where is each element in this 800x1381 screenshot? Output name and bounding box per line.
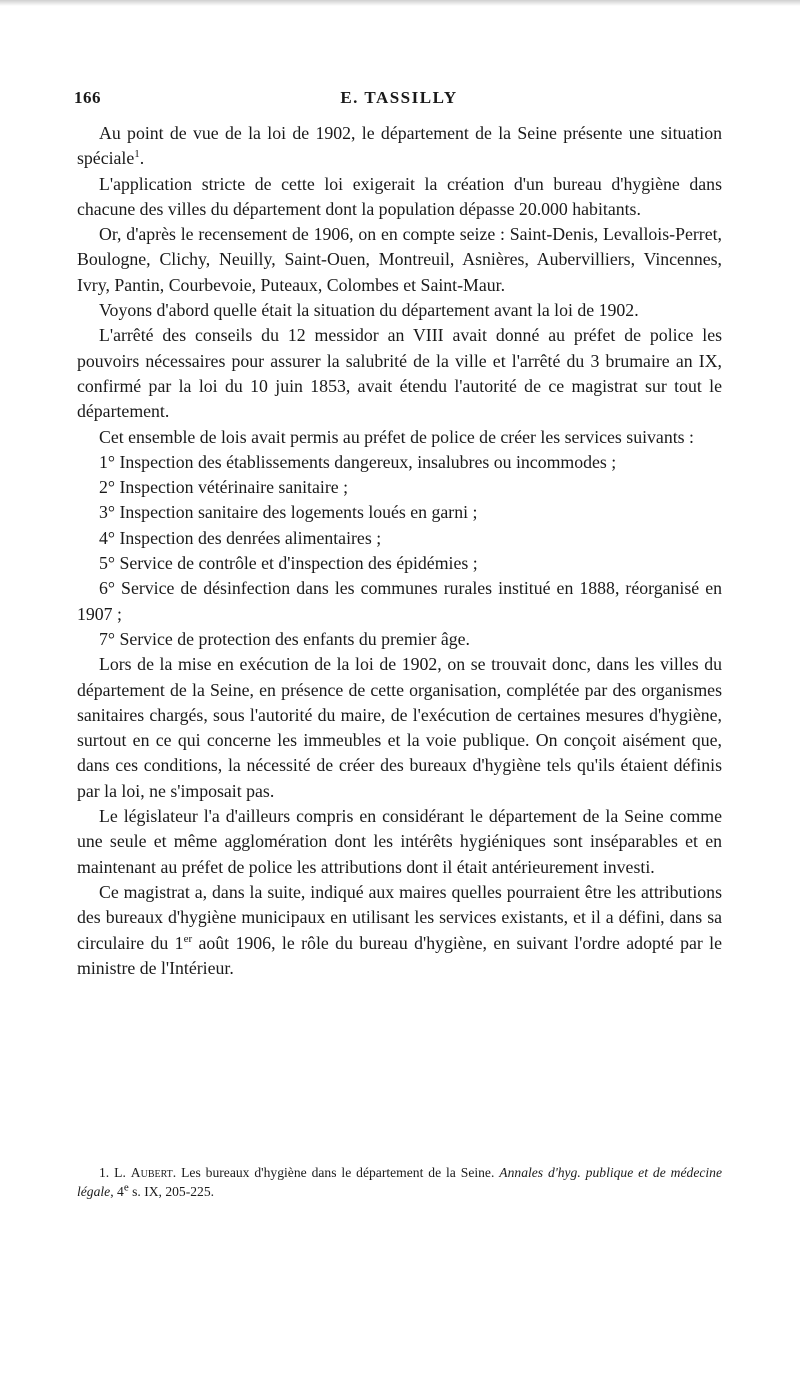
scan-edge — [0, 0, 800, 6]
list-item: 1° Inspection des établissements dangereux, insalubres ou incommodes ; — [99, 451, 617, 472]
paragraph-5: L'arrêté des conseils du 12 messidor an VIII avait donné au préfet de police les pouvoirs nécessaires pour assurer la salubrité de la ville et l'arrêté du 3 brumaire an IX, confirmé par la loi du 10 juin 1853, avait étendu l'autorité de ce magistrat sur tout le département. — [77, 325, 722, 422]
paragraph-6: Cet ensemble de lois avait permis au préfet de police de créer les services suivants : — [99, 426, 694, 447]
footnote-author: Aubert — [130, 1165, 173, 1180]
footnote-ref[interactable]: 1 — [134, 148, 140, 161]
paragraph-9: Ce magistrat a, dans la suite, indiqué aux maires quelles pourraient être les attributions des bureaux d'hygiène municipaux en utilisant les services existants, et il a défini, dans sa circulaire du 1er août 1906, le rôle du bureau d'hygiène, en suivant l'ordre adopté par le ministre de l'Intérieur. — [77, 881, 722, 978]
list-item: 5° Service de contrôle et d'inspection des épidémies ; — [99, 553, 478, 574]
paragraph-1: Au point de vue de la loi de 1902, le département de la Seine présente une situation spéciale$^1$. — [77, 123, 722, 169]
page-header — [74, 88, 724, 110]
paragraph-3: Or, d'après le recensement de 1906, on en compte seize : Saint-Denis, Levallois-Perret, Boulogne, Clichy, Neuilly, Saint-Ouen, Montreuil, Asnières, Aubervilliers, Vincennes, Ivry, Pantin, Courbevoie, Puteaux, Colombes et Saint-Maur. — [77, 224, 722, 295]
page-number: 166 — [74, 88, 101, 107]
paragraph-4: Voyons d'abord quelle était la situation du département avant la loi de 1902. — [99, 300, 639, 321]
paragraph-8: Le législateur l'a d'ailleurs compris en considérant le département de la Seine comme une seule et même agglomération dont les intérêts hygiéniques sont inséparables et en maintenant au préfet de police les attributions dont il était antérieurement investi. — [77, 806, 722, 877]
list-item: 3° Inspection sanitaire des logements loués en garni ; — [99, 502, 478, 523]
list-item: 4° Inspection des denrées alimentaires ; — [99, 527, 382, 548]
footnote-journal: Annales d'hyg. publique et de médecine légale — [77, 1165, 722, 1199]
running-head: E. TASSILLY — [340, 88, 458, 107]
list-item: 6° Service de désinfection dans les communes rurales institué en 1888, réorganisé en 1907 ; — [77, 578, 722, 624]
main-text — [77, 121, 722, 981]
list-item: 7° Service de protection des enfants du premier âge. — [99, 628, 470, 649]
paragraph-2: L'application stricte de cette loi exigerait la création d'un bureau d'hygiène dans chacune des villes du département dont la population dépasse 20.000 habitants. — [77, 173, 722, 219]
list-item: 2° Inspection vétérinaire sanitaire ; — [99, 477, 349, 498]
footnote: 1. L. Aubert. Les bureaux d'hygiène dans le département de la Seine. Annales d'hyg. publique et de médecine légale, 4e s. IX, 205-225. — [77, 1165, 722, 1199]
paragraph-7: Lors de la mise en exécution de la loi de 1902, on se trouvait donc, dans les villes du département de la Seine, en présence de cette organisation, complétée par des organismes sanitaires chargés, sous l'autorité du maire, de l'exécution de certaines mesures d'hygiène, surtout en ce qui concerne les immeubles et la voie publique. On conçoit aisément que, dans ces conditions, la nécessité de créer des bureaux d'hygiène tels qu'ils étaient définis par la loi, ne s'imposait pas. — [77, 654, 722, 801]
footnote-number: 1. — [99, 1165, 110, 1180]
